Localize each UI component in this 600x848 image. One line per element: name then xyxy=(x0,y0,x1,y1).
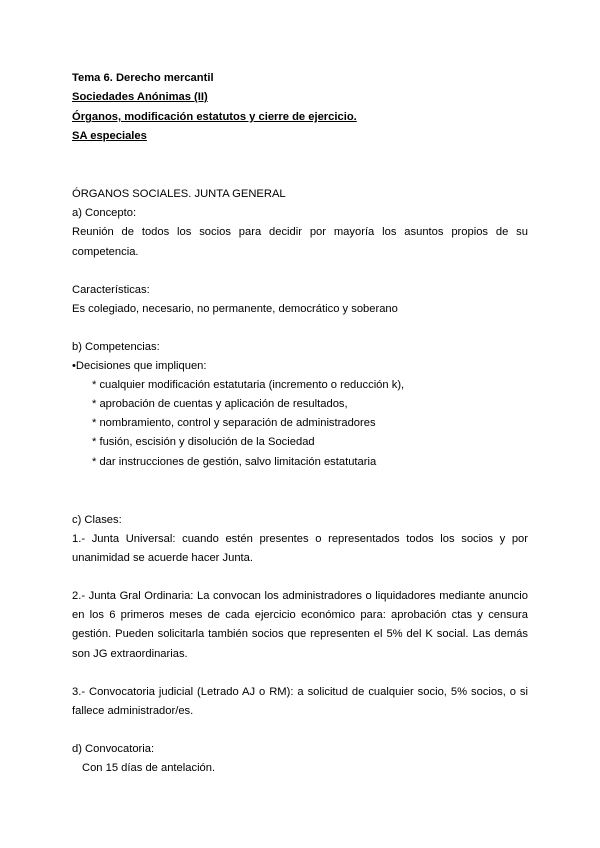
doc-topic-title: Tema 6. Derecho mercantil xyxy=(72,72,214,84)
competencias-heading: b) Competencias: xyxy=(72,341,160,353)
competencias-item: * cualquier modificación estatutaria (incremento o reducción k), xyxy=(92,379,405,391)
clases-item2-line-4: son JG extraordinarias. xyxy=(72,648,188,660)
clases-item3-line-2: fallece administrador/es. xyxy=(72,705,194,717)
clases-item1-line-1: 1.- Junta Universal: cuando estén presentes o representados todos los socios y por xyxy=(72,533,528,545)
clases-item1-line-2: unanimidad se acuerde hacer Junta. xyxy=(72,552,253,564)
convocatoria-text: Con 15 días de antelación. xyxy=(82,762,216,774)
caracteristicas-heading: Características: xyxy=(72,284,150,296)
clases-item2-line-2: en los 6 primeros meses de cada ejercicio económico para: aprobación ctas y censura xyxy=(72,609,528,621)
competencias-item: * nombramiento, control y separación de administradores xyxy=(92,417,376,429)
clases-item2-line-1: 2.- Junta Gral Ordinaria: La convocan los administradores o liquidadores mediante anuncio xyxy=(72,590,528,602)
clases-item2-line-3: gestión. Pueden solicitarla también socios que representen el 5% del K social. Las demás xyxy=(72,628,528,640)
doc-subtitle-sa-especiales: SA especiales xyxy=(72,130,147,142)
concepto-heading: a) Concepto: xyxy=(72,207,137,219)
clases-item3-line-1: 3.- Convocatoria judicial (Letrado AJ o RM): a solicitud de cualquier socio, 5% socios, o si xyxy=(72,686,528,698)
clases-heading: c) Clases: xyxy=(72,514,122,526)
concepto-text-line-2: competencia. xyxy=(72,246,139,258)
section-title: ÓRGANOS SOCIALES. JUNTA GENERAL xyxy=(72,188,286,200)
convocatoria-heading: d) Convocatoria: xyxy=(72,743,155,755)
doc-subtitle-organos: Órganos, modificación estatutos y cierre de ejercicio. xyxy=(72,111,357,123)
concepto-text-line-1: Reunión de todos los socios para decidir por mayoría los asuntos propios de su xyxy=(72,226,528,238)
competencias-item: * dar instrucciones de gestión, salvo limitación estatutaria xyxy=(92,456,377,468)
caracteristicas-text: Es colegiado, necesario, no permanente, democrático y soberano xyxy=(72,303,398,315)
competencias-intro: •Decisiones que impliquen: xyxy=(72,360,207,372)
doc-subtitle: Sociedades Anónimas (II) xyxy=(72,91,208,103)
competencias-item: * fusión, escisión y disolución de la Sociedad xyxy=(92,436,315,448)
competencias-item: * aprobación de cuentas y aplicación de resultados, xyxy=(92,398,348,410)
